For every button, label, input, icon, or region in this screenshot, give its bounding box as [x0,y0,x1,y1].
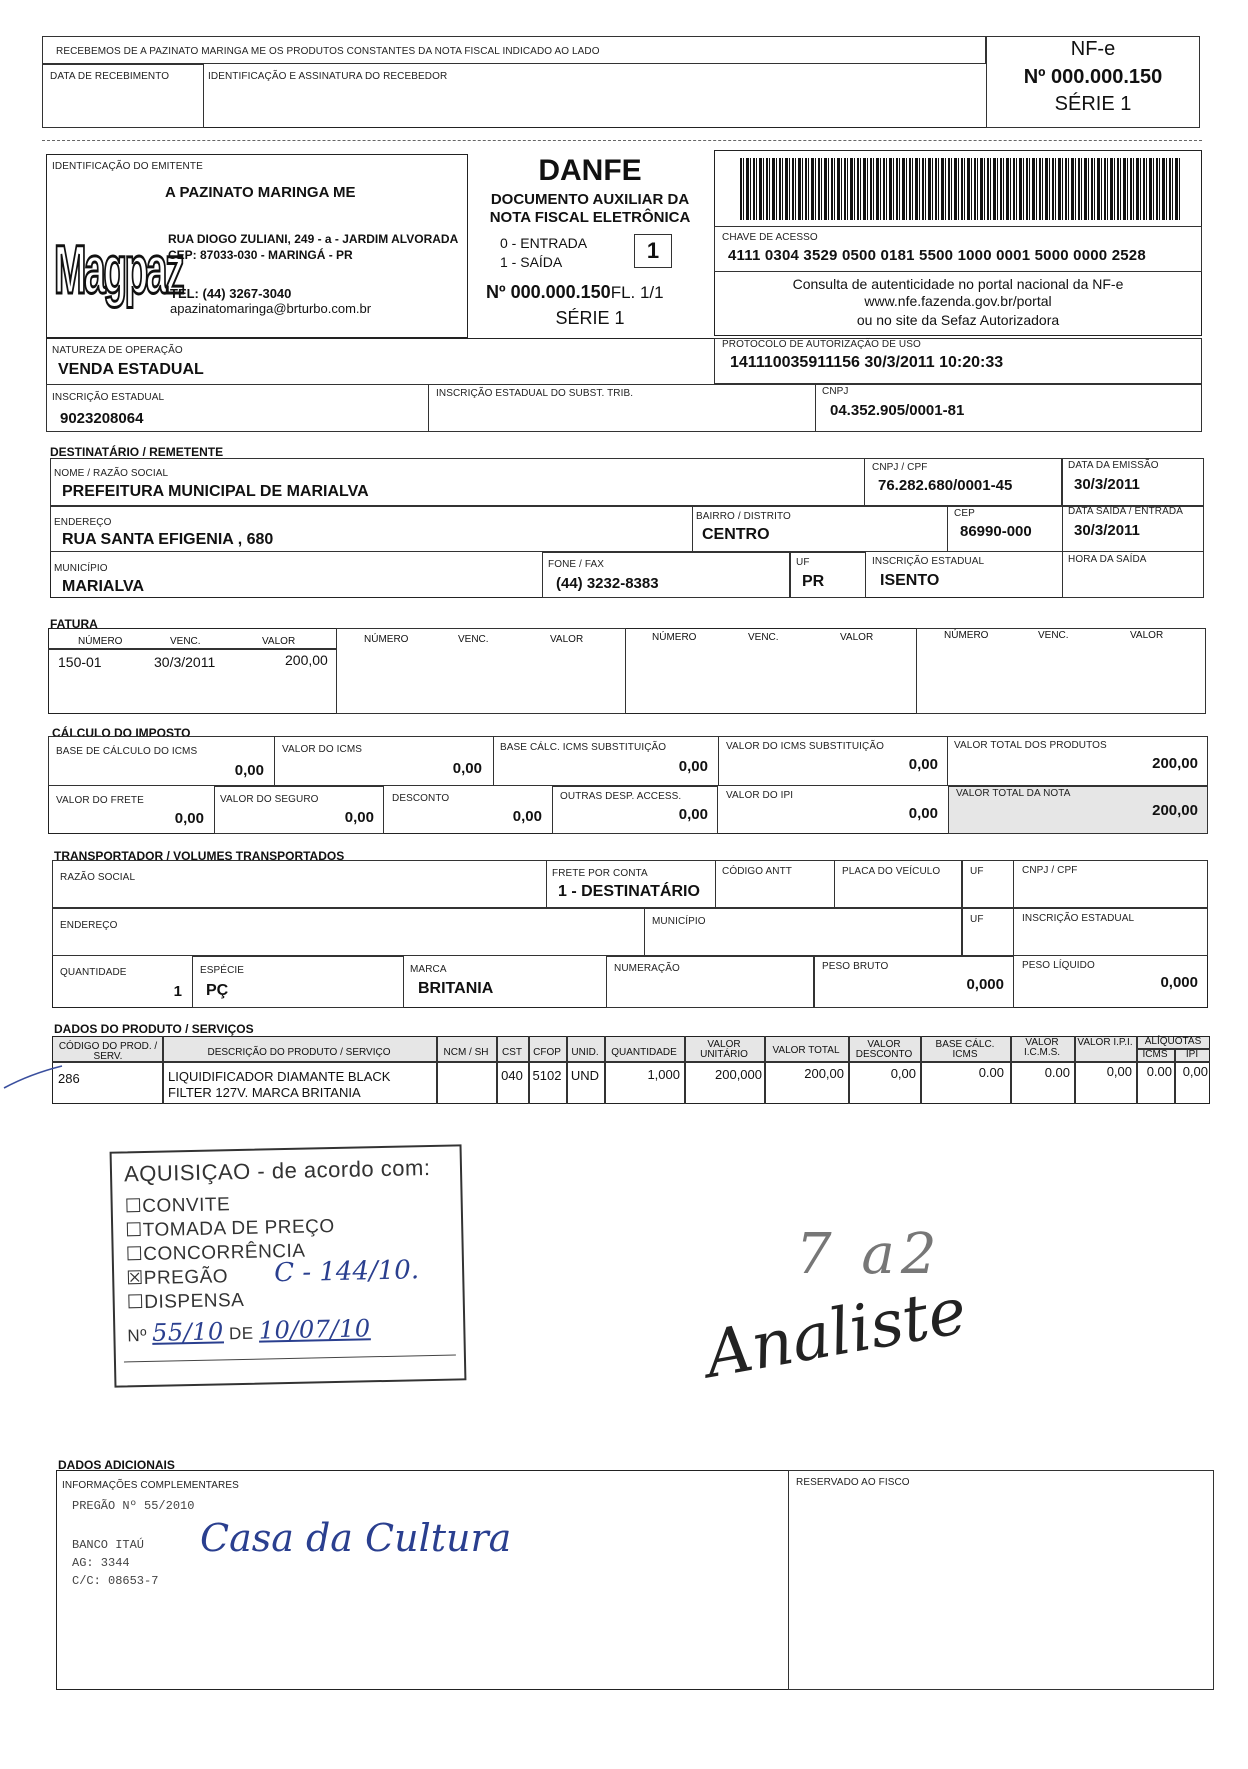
prod-codigo: 286 [58,1071,80,1086]
dest-nome: PREFEITURA MUNICIPAL DE MARIALVA [62,483,369,500]
prod-desc2: FILTER 127V. MARCA BRITANIA [168,1085,361,1100]
dest-ie-label: INSCRIÇÃO ESTADUAL [872,556,985,567]
fatura-h-valor-3: VALOR [840,632,874,643]
canhoto-data-label: DATA DE RECEBIMENTO [50,71,170,82]
danfe-subtitle2: NOTA FISCAL ELETRÔNICA [489,209,691,226]
imp-total-nota: 200,00 [1152,802,1198,819]
stamp-opt-5-label: DISPENSA [144,1289,245,1314]
stamp-opt-5 [126,1289,244,1314]
imp-frete-label: VALOR DO FRETE [56,795,144,806]
prod-vdesc: 0,00 [890,1066,916,1081]
transp-municipio-label: MUNICÍPIO [652,916,706,927]
dest-cep: 86990-000 [960,523,1032,540]
transp-pesol: 0,000 [1160,974,1198,991]
transp-qtd-label: QUANTIDADE [60,967,127,978]
prod-h-cst: CST [502,1047,522,1058]
fatura-h-venc-2: VENC. [458,634,489,645]
prod-vicms: 0.00 [1044,1065,1070,1080]
stamp-no-val: 55/10 [151,1317,225,1347]
ie-st-label: INSCRIÇÃO ESTADUAL DO SUBST. TRIB. [436,388,634,399]
prod-h-bc: BASE CÁLC. ICMS [935,1039,995,1060]
imp-seguro: 0,00 [344,809,374,826]
imp-ipi-label: VALOR DO IPI [726,790,794,801]
prod-bc: 0.00 [978,1065,1004,1080]
prod-cst: 040 [501,1068,523,1083]
prod-h-unid: UNID. [571,1047,599,1058]
transp-placa-label: PLACA DO VEÍCULO [842,866,941,877]
dest-fone-label: FONE / FAX [548,559,605,570]
fatura-h-venc-4: VENC. [1038,630,1069,641]
imp-total-prod: 200,00 [1152,755,1198,772]
info-linha2: BANCO ITAÚ [72,1538,145,1552]
stamp-bottom-line [124,1355,456,1363]
stamp-opt-4 [126,1265,228,1290]
stamp-opt-3-label: CONCORRÊNCIA [143,1240,306,1266]
imp-bc-icms-label: BASE DE CÁLCULO DO ICMS [56,746,198,757]
transp-especie-label: ESPÉCIE [200,965,245,976]
stamp-opt-1 [124,1193,230,1218]
transp-uf2-label: UF [970,914,984,925]
danfe-serie: SÉRIE 1 [555,308,625,328]
imp-outras: 0,00 [678,806,708,823]
danfe-entrada: 0 - ENTRADA [500,235,588,251]
transp-marca-label: MARCA [410,964,447,975]
prod-vunit: 200,000 [715,1067,762,1082]
dest-saida: 30/3/2011 [1074,522,1140,539]
dest-cnpj: 76.282.680/0001-45 [878,477,1013,494]
emitente-tel: TEL: (44) 3267-3040 [170,286,292,301]
canhoto-serie: SÉRIE 1 [1054,93,1132,115]
canhoto-ident-label: IDENTIFICAÇÃO E ASSINATURA DO RECEBEDOR [208,71,448,82]
emitente-label: IDENTIFICAÇÃO DO EMITENTE [52,161,203,172]
prod-desc1: LIQUIDIFICADOR DIAMANTE BLACK [168,1069,391,1084]
chave-consulta2: www.nfe.fazenda.gov.br/portal [864,293,1052,309]
chave-label: CHAVE DE ACESSO [722,232,818,243]
prod-h-vipi: VALOR I.P.I. [1077,1037,1133,1048]
dest-emissao: 30/3/2011 [1074,476,1140,493]
transp-section: TRANSPORTADOR / VOLUMES TRANSPORTADOS [54,849,345,863]
fatura-h-venc-3: VENC. [748,632,779,643]
imp-v-st-label: VALOR DO ICMS SUBSTITUIÇÃO [726,741,884,752]
transp-pesob: 0,000 [966,976,1004,993]
barcode [740,158,1180,220]
dest-cep-label: CEP [954,508,975,519]
imp-frete: 0,00 [174,810,204,827]
prod-qtd: 1,000 [647,1067,680,1082]
dest-fone: (44) 3232-8383 [556,575,659,592]
imp-bc-st: 0,00 [678,758,708,775]
stamp-no-line [127,1314,371,1347]
danfe-numero-value: Nº 000.000.150 [486,282,611,302]
prod-unid: UND [570,1068,600,1083]
info-linha1: PREGÃO Nº 55/2010 [72,1499,195,1513]
prod-h-vicms: VALOR I.C.M.S. [1023,1037,1061,1058]
produtos-section: DADOS DO PRODUTO / SERVIÇOS [54,1022,254,1036]
handwritten-signature: Analiste [700,1274,972,1393]
protocolo-valor: 141110035911156 30/3/2011 10:20:33 [730,354,1004,371]
prod-h-ncm: NCM / SH [443,1047,489,1058]
produtos-header-line [52,1061,1210,1063]
fatura-section: FATURA [50,617,98,631]
prod-vtotal: 200,00 [804,1066,844,1081]
fatura-h-valor-4: VALOR [1130,630,1164,641]
prod-h-qtd: QUANTIDADE [611,1047,677,1058]
natureza-label: NATUREZA DE OPERAÇÃO [52,345,183,356]
stamp-checkbox-4: ☒ [126,1268,144,1290]
dest-bairro-label: BAIRRO / DISTRITO [696,511,791,522]
protocolo-label: PROTOCOLO DE AUTORIZAÇÃO DE USO [722,339,921,350]
pen-stroke [0,1052,80,1092]
emitente-email: apazinatomaringa@brturbo.com.br [170,301,372,316]
info-label: INFORMAÇÕES COMPLEMENTARES [62,1480,239,1491]
chave-consulta3: ou no site da Sefaz Autorizadora [856,312,1060,328]
dest-hora-label: HORA DA SAÍDA [1068,554,1147,565]
info-hand: Casa da Cultura [200,1516,512,1560]
prod-col-sep-desc [162,1036,164,1104]
imp-seguro-label: VALOR DO SEGURO [220,794,319,805]
transp-especie: PÇ [206,982,229,999]
prod-h-desc: DESCRIÇÃO DO PRODUTO / SERVIÇO [207,1047,391,1058]
prod-h-aicms: ICMS [1142,1049,1168,1060]
stamp-opt-2 [125,1215,335,1242]
imp-ipi: 0,00 [908,805,938,822]
emitente-endereco: RUA DIOGO ZULIANI, 249 - a - JARDIM ALVORADA [168,232,459,246]
transp-qtd: 1 [173,983,182,1000]
stamp-checkbox-3: ☐ [125,1244,144,1266]
prod-col-sep-ncm [436,1036,438,1104]
imp-total-nota-label: VALOR TOTAL DA NOTA [956,788,1071,799]
fatura-h-valor-2: VALOR [550,634,584,645]
fatura-venc: 30/3/2011 [154,654,216,670]
fatura-numero: 150-01 [58,654,102,670]
natureza-valor: VENDA ESTADUAL [58,361,204,378]
emitente-logo [54,230,183,308]
stamp-opt-4-label: PREGÃO [143,1266,229,1290]
imp-v-icms: 0,00 [452,760,482,777]
imp-bc-st-label: BASE CÁLC. ICMS SUBSTITUIÇÃO [500,742,667,753]
canhoto-recebemos: RECEBEMOS DE A PAZINATO MARINGA ME OS PRODUTOS CONSTANTES DA NOTA FISCAL INDICADO AO LADO [56,46,600,57]
fisco-cell [788,1470,1214,1690]
stamp-checkbox-2: ☐ [125,1220,143,1242]
transp-frete-label: FRETE POR CONTA [552,868,648,879]
prod-h-cfop: CFOP [533,1047,561,1058]
dest-endereco-label: ENDEREÇO [54,517,112,528]
transp-antt-label: CÓDIGO ANTT [722,866,792,877]
ie-valor: 9023208064 [60,410,144,427]
transp-marca: BRITANIA [418,980,494,997]
chave-valor: 4111 0304 3529 0500 0181 5500 1000 0001 5000 0000 2528 [728,247,1146,264]
prod-cfop: 5102 [532,1068,562,1083]
chave-consulta1: Consulta de autenticidade no portal nacional da NF-e [792,276,1124,292]
transp-uf-label: UF [970,866,984,877]
danfe-saida: 1 - SAÍDA [500,254,563,270]
imp-desconto: 0,00 [512,808,542,825]
dest-uf: PR [802,573,825,590]
stamp-title: AQUISIÇAO - de acordo com: [123,1154,431,1187]
cut-line [42,140,1202,141]
danfe-folha: FL. 1/1 [610,283,664,302]
imposto-section: CÁLCULO DO IMPOSTO [52,726,191,740]
stamp-hand-ref: C - 144/10. [273,1255,420,1289]
prod-h-vtotal: VALOR TOTAL [772,1045,840,1056]
fatura-h-numero-3: NÚMERO [652,632,697,643]
transp-endereco-label: ENDEREÇO [60,920,118,931]
handwritten-number: 7 a2 [796,1222,943,1287]
prod-aicms: 0.00 [1146,1064,1172,1079]
info-linha3: AG: 3344 [72,1556,130,1570]
dest-ie: ISENTO [880,572,940,589]
dest-endereco: RUA SANTA EFIGENIA , 680 [62,531,274,548]
fatura-h-numero-4: NÚMERO [944,630,989,641]
transp-ie-label: INSCRIÇÃO ESTADUAL [1022,913,1135,924]
stamp-checkbox-5: ☐ [126,1292,145,1314]
cnpj-emit-valor: 04.352.905/0001-81 [830,402,965,419]
imp-bc-icms: 0,00 [234,762,264,779]
danfe-subtitle1: DOCUMENTO AUXILIAR DA [490,191,690,208]
imp-outras-label: OUTRAS DESP. ACCESS. [560,791,682,802]
fatura-h-numero-1: NÚMERO [78,636,123,647]
prod-vipi: 0,00 [1106,1064,1132,1079]
stamp-opt-1-label: CONVITE [142,1194,231,1218]
imp-desconto-label: DESCONTO [392,793,450,804]
fatura-h-venc-1: VENC. [170,636,201,647]
destinatario-section: DESTINATÁRIO / REMETENTE [50,445,224,459]
canhoto-numero: Nº 000.000.150 [1023,66,1163,88]
transp-pesol-label: PESO LÍQUIDO [1022,960,1095,971]
imp-total-prod-label: VALOR TOTAL DOS PRODUTOS [954,740,1107,751]
imp-v-st: 0,00 [908,756,938,773]
canhoto-nfe: NF-e [1070,38,1116,60]
stamp-de: DE [228,1323,254,1344]
dest-saida-label: DATA SAÍDA / ENTRADA [1068,506,1183,517]
dest-bairro: CENTRO [702,526,770,543]
prod-h-vunit: VALOR UNITÁRIO [700,1039,748,1060]
dest-municipio: MARIALVA [62,578,145,595]
transp-frete: 1 - DESTINATÁRIO [558,883,700,900]
fatura-valor: 200,00 [285,652,328,668]
dest-nome-label: NOME / RAZÃO SOCIAL [54,468,169,479]
imp-v-icms-label: VALOR DO ICMS [282,744,363,755]
prod-h-aliq: ALÍQUOTAS [1144,1036,1202,1047]
cnpj-emit-label: CNPJ [822,386,849,397]
transp-pesob-label: PESO BRUTO [822,961,889,972]
transp-razao-label: RAZÃO SOCIAL [60,872,136,883]
adicionais-section: DADOS ADICIONAIS [58,1458,175,1472]
dest-uf-label: UF [796,557,810,568]
emitente-cep: CEP: 87033-030 - MARINGÁ - PR [168,248,353,262]
transp-cnpj-label: CNPJ / CPF [1022,865,1078,876]
dest-municipio-label: MUNICÍPIO [54,563,108,574]
prod-h-vdesc: VALOR DESCONTO [855,1039,913,1060]
prod-aipi: 0,00 [1182,1064,1208,1079]
fatura-h-valor-1: VALOR [262,636,296,647]
stamp-checkbox-1: ☐ [124,1196,143,1218]
emitente-logo-text: Magpaz [54,230,183,308]
fatura-header-line [48,648,336,650]
ie-label: INSCRIÇÃO ESTADUAL [52,392,165,403]
fatura-h-numero-2: NÚMERO [364,634,409,645]
aquisicao-stamp [110,1144,467,1387]
danfe-tipo: 1 [634,234,672,268]
prod-h-codigo: CÓDIGO DO PROD. / SERV. [58,1041,158,1062]
dest-emissao-label: DATA DA EMISSÃO [1068,460,1159,471]
transp-numeracao-label: NUMERAÇÃO [614,963,680,974]
stamp-opt-2-label: TOMADA DE PREÇO [142,1216,335,1242]
dest-cnpj-label: CNPJ / CPF [872,462,928,473]
fisco-label: RESERVADO AO FISCO [796,1477,910,1488]
prod-h-aipi: IPI [1185,1049,1199,1060]
danfe-title: DANFE [538,154,642,187]
stamp-date-val: 10/07/10 [258,1314,371,1345]
info-linha4: C/C: 08653-7 [72,1574,159,1588]
emitente-nome: A PAZINATO MARINGA ME [165,184,356,201]
danfe-numero [486,282,664,303]
stamp-no-prefix: Nº [127,1325,148,1346]
